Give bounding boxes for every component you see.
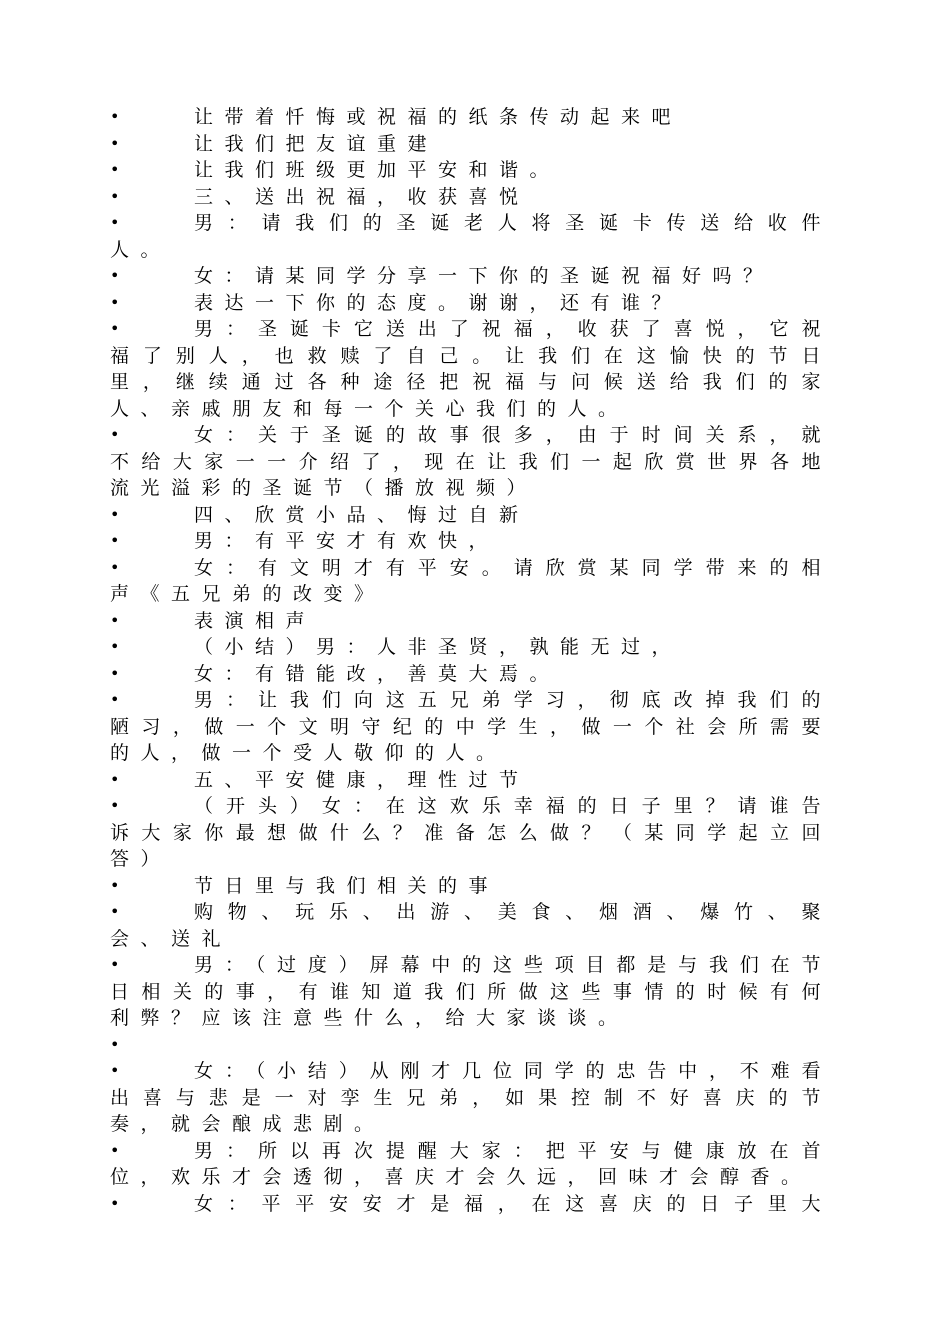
bullet: • <box>110 425 120 444</box>
list-item-text: （开头）女：在这欢乐幸福的日子里？请谁告诉大家你最想做什么？准备怎么做？（某同学起立回答） <box>110 795 832 870</box>
list-item <box>110 899 832 952</box>
bullet: • <box>110 637 120 656</box>
list-item-text: 表达一下你的态度。谢谢，还有谁？ <box>194 291 683 314</box>
section-heading-item <box>110 767 832 794</box>
bullet: • <box>110 107 120 126</box>
list-item-text: 女：关于圣诞的故事很多，由于时间关系，就不给大家一一介绍了，现在让我们一起欣赏世界各地流光溢彩的圣诞节（播放视频） <box>110 424 832 499</box>
bullet: • <box>110 319 120 338</box>
section-heading-item <box>110 502 832 529</box>
list-item <box>110 157 832 184</box>
list-item <box>110 793 832 873</box>
bullet: • <box>110 133 120 153</box>
list-item-text: 男：让我们向这五兄弟学习，彻底改掉我们的陋习，做一个文明守纪的中学生，做一个社会所需要的人，做一个受人敬仰的人。 <box>110 689 832 764</box>
bullet: • <box>110 160 120 179</box>
list-item <box>110 1058 832 1138</box>
list-item-text: 让我们班级更加平安和谐。 <box>194 159 561 181</box>
bullet: • <box>110 292 120 312</box>
list-item <box>110 687 832 767</box>
list-item-text: 男：（过度）屏幕中的这些项目都是与我们在节日相关的事，有谁知道我们所做这些事情的时候有何利弊？应该注意些什么，给大家谈谈。 <box>110 954 832 1029</box>
bullet: • <box>110 504 120 524</box>
list-item <box>110 422 832 502</box>
list-item <box>110 873 832 900</box>
list-item-text: 男：所以再次提醒大家：把平安与健康放在首位，欢乐才会透彻，喜庆才会久远，回味才会醇香。 <box>110 1139 832 1188</box>
bullet: • <box>110 902 120 921</box>
bullet: • <box>110 557 120 577</box>
bullet: • <box>110 796 120 815</box>
list-item-text: 女：有文明才有平安。请欣赏某同学带来的相声《五兄弟的改变》 <box>110 556 832 605</box>
list-item <box>110 210 832 263</box>
list-item-text: 购物、玩乐、出游、美食、烟酒、爆竹、聚会、送礼 <box>110 901 832 950</box>
section-heading: 三、送出祝福，收获喜悦 <box>194 185 530 208</box>
list-item <box>110 1191 832 1218</box>
bullet: • <box>110 769 120 789</box>
list-item-text: 让我们把友谊重建 <box>194 132 439 155</box>
bullet: • <box>110 663 120 683</box>
list-item-text: 男：圣诞卡它送出了祝福，收获了喜悦，它祝福了别人，也救赎了自己。让我们在这愉快的节日里，继续通过各种途径把祝福与问候送给我们的家人、亲戚朋友和每一个关心我们的人。 <box>110 318 832 420</box>
bullet: • <box>110 1061 120 1080</box>
section-heading-item <box>110 184 832 211</box>
list-item <box>110 316 832 422</box>
bullet: • <box>110 531 120 550</box>
list-item-text: 女：有错能改，善莫大焉。 <box>194 662 561 685</box>
bullet: • <box>110 955 120 974</box>
bullet: • <box>110 186 120 206</box>
bullet: • <box>110 213 120 232</box>
section-heading: 四、欣赏小品、悔过自新 <box>194 503 530 526</box>
list-item <box>110 952 832 1032</box>
list-item-text: 女：平平安安才是福，在这喜庆的日子里大 <box>194 1192 832 1215</box>
list-item <box>110 661 832 688</box>
document-body <box>110 104 832 1217</box>
bullet: • <box>110 1034 120 1054</box>
list-item <box>110 290 832 317</box>
list-item <box>110 1138 832 1191</box>
list-item <box>110 555 832 608</box>
bullet: • <box>110 690 120 709</box>
list-item-text: 男：有平安才有欢快， <box>194 530 500 552</box>
list-item <box>110 634 832 661</box>
list-item-text: 女：（小结）从刚才几位同学的忠告中，不难看出喜与悲是一对孪生兄弟，如果控制不好喜庆的节奏，就会酿成悲剧。 <box>110 1060 832 1135</box>
bullet: • <box>110 610 120 630</box>
bullet: • <box>110 1140 120 1160</box>
list-item <box>110 131 832 158</box>
list-item <box>110 104 832 131</box>
list-item-text: （小结）男：人非圣贤，孰能无过， <box>194 636 683 658</box>
list-item <box>110 528 832 555</box>
list-item-text: 女：请某同学分享一下你的圣诞祝福好吗？ <box>194 265 774 287</box>
bullet: • <box>110 1193 120 1213</box>
section-heading: 五、平安健康，理性过节 <box>194 768 530 791</box>
list-item <box>110 263 832 290</box>
list-item-text: 节日里与我们相关的事 <box>194 874 500 897</box>
bullet: • <box>110 875 120 895</box>
bullet: • <box>110 266 120 285</box>
list-item-text: 表演相声 <box>194 609 317 632</box>
list-item <box>110 608 832 635</box>
empty-list-item <box>110 1032 832 1059</box>
list-item-text: 让带着忏悔或祝福的纸条传动起来吧 <box>194 106 683 128</box>
list-item-text: 男：请我们的圣诞老人将圣诞卡传送给收件人。 <box>110 212 832 261</box>
